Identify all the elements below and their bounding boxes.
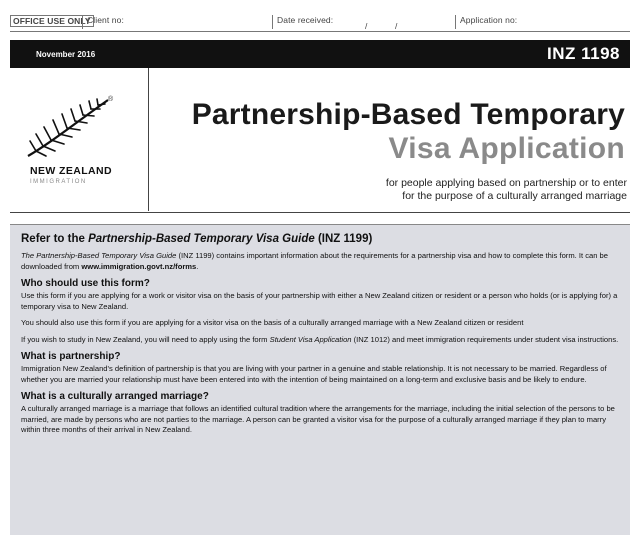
partnership-heading: What is partnership? (21, 351, 121, 362)
cam-heading: What is a culturally arranged marriage? (21, 391, 209, 402)
logo-subtitle: IMMIGRATION (30, 179, 87, 185)
form-subtitle-line1: for people applying based on partnership or to enter (385, 177, 627, 189)
guide-title-italic: Partnership-Based Temporary Visa Guide (88, 233, 315, 245)
form-subtitle-line2: for the purpose of a culturally arranged marriage (402, 190, 627, 202)
who-p3-text-b: (INZ 1012) and meet immigration requirements under student visa instructions. (351, 334, 619, 344)
form-title-line1: Partnership-Based Temporary (191, 98, 625, 131)
logo (10, 68, 149, 211)
guide-intro-italic: The Partnership-Based Temporary Visa Guide (21, 251, 177, 260)
who-heading: Who should use this form? (21, 278, 150, 289)
office-use-label: OFFICE USE ONLY (10, 15, 94, 27)
form-subtitle (250, 177, 627, 203)
silver-fern-icon (24, 96, 110, 160)
who-paragraph-3 (21, 335, 619, 346)
who-p3-text-a: If you wish to study in New Zealand, you will need to apply using the form (21, 334, 270, 344)
guide-intro (21, 251, 619, 272)
date-received-label: Date received: (277, 15, 334, 25)
guide-intro-text: contains important information about the requirements for a partnership visa and how to complete this form. It can be downloaded from (21, 251, 609, 271)
cam-paragraph: A culturally arranged marriage is a marriage that follows an identified cultural tradition where the arrangements for the marriage, including the initial selection of the persons to be married, are made by persons who are not parties to the marriage. A person can be granted a visitor visa for the purpose of a culturally arranged marriage if they plan to marry within three months of their arrival in New Zealand. (21, 404, 615, 434)
form-code: INZ 1198 (547, 44, 620, 63)
who-p3-italic: Student Visa Application (269, 334, 352, 344)
date-slash-2: / (395, 21, 398, 31)
guide-title-prefix: Refer to the (21, 233, 89, 245)
logo-name: NEW ZEALAND (30, 165, 112, 177)
form-header (10, 68, 630, 213)
form-banner (10, 40, 630, 68)
guide-title-suffix: (INZ 1199) (314, 233, 373, 245)
form-title-line2: Visa Application (388, 132, 625, 165)
client-no-field[interactable]: Client no: (82, 15, 124, 29)
application-no-field[interactable]: Application no: (455, 15, 517, 29)
office-use-bar (10, 11, 630, 32)
who-paragraph-2: You should also use this form if you are applying for a visitor visa on the basis of a culturally arranged marriage with a New Zealand citizen or resident (21, 318, 524, 327)
forms-link[interactable]: www.immigration.govt.nz/forms (81, 261, 197, 271)
guide-title (21, 233, 619, 245)
date-slash-1: / (365, 21, 368, 31)
partnership-paragraph: Immigration New Zealand's definition of partnership is that you are living with your partner in a genuine and stable relationship. It is not necessary to be married. Regardless of whether you are married your relationship must have been entered into with the intention of being maintained on a long-term and exclusive basis and be likely to endure. (21, 364, 607, 384)
form-date: November 2016 (36, 50, 96, 59)
registered-mark: ® (108, 96, 114, 103)
who-paragraph-1: Use this form if you are applying for a work or visitor visa on the basis of your partnership with either a New Zealand citizen or resident or a person who holds (or is applying for) a temporary visa to New Zealand. (21, 291, 618, 311)
guide-intro-code: (INZ 1199) (176, 251, 217, 260)
guide-intro-end: . (196, 261, 199, 271)
guide-panel (10, 224, 630, 535)
date-received-field[interactable] (272, 15, 398, 31)
